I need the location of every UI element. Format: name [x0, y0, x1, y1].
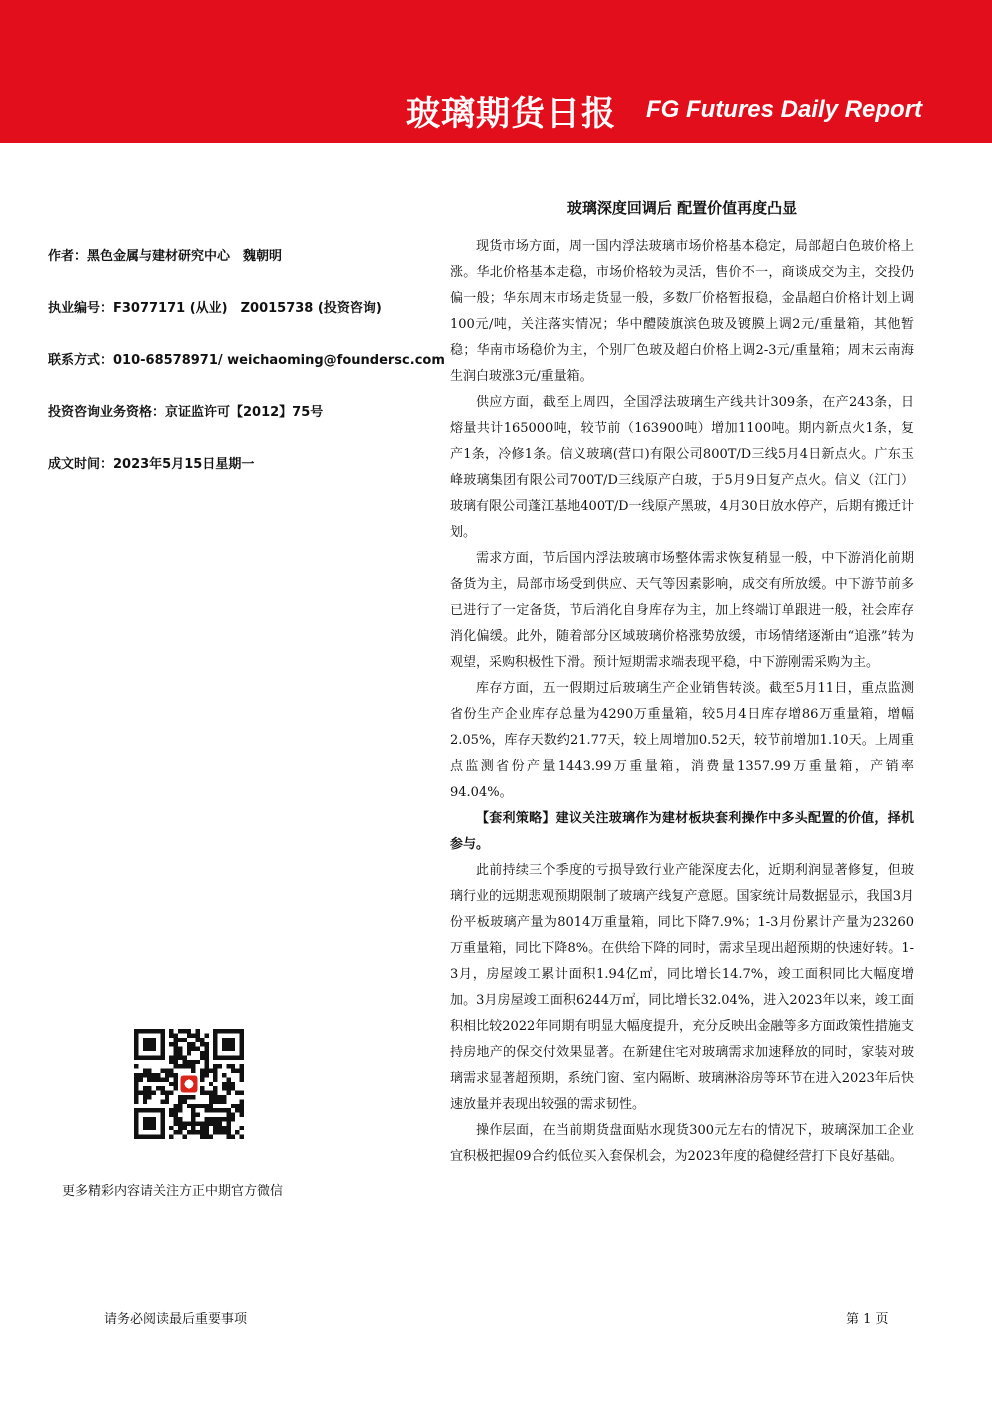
- paragraph-spot-market: 现货市场方面，周一国内浮法玻璃市场价格基本稳定，局部超白色玻价格上涨。华北价格基本走稳，市场价格较为灵活，售价不一，商谈成交为主，交投仍偏一般；华东周末市场走货显一般，多数厂价格暂报稳，金晶超白价格计划上调100元/吨，关注落实情况；华中醴陵旗滨色玻及镀膜上调2元/重量箱，其他暂稳；华南市场稳价为主，个别厂色玻及超白价格上调2-3元/重量箱；周末云南海生润白玻涨3元/重量箱。: [450, 239, 914, 384]
- qr-code-icon: [134, 1029, 244, 1139]
- paragraph-arbitrage-strategy: 【套利策略】建议关注玻璃作为建材板块套利操作中多头配置的价值，择机参与。: [450, 811, 914, 852]
- license-line: 执业编号：F3077171 (从业) Z0015738 (投资咨询): [48, 301, 382, 316]
- page-number: 第 1 页: [846, 1312, 889, 1327]
- report-title-en: FG Futures Daily Report: [646, 96, 923, 123]
- article-title: 玻璃深度回调后 配置价值再度凸显: [566, 199, 798, 217]
- paragraph-analysis: 此前持续三个季度的亏损导致行业产能深度去化，近期利润显著修复，但玻璃行业的远期悲观预期限制了玻璃产线复产意愿。国家统计局数据显示，我国3月份平板玻璃产量为8014万重量箱，同比下降7.9%；1-3月份累计产量为23260万重量箱，同比下降8%。在供给下降的同时，需求呈现出超预期的快速好转。1-3月，房屋竣工累计面积1.94亿㎡，同比增长14.7%，竣工面积同比大幅度增加。3月房屋竣工面积6244万㎡，同比增长32.04%，进入2023年以来，竣工面积相比较2022年同期有明显大幅度提升，充分反映出金融等多方面政策性措施支持房地产的保交付效果显著。在新建住宅对玻璃需求加速释放的同时，家装对玻璃需求显著超预期，系统门窗、室内隔断、玻璃淋浴房等环节在进入2023年后快速放量并表现出较强的需求韧性。: [450, 863, 914, 1112]
- header-banner: [0, 0, 992, 143]
- paragraph-inventory: 库存方面，五一假期过后玻璃生产企业销售转淡。截至5月11日，重点监测省份生产企业库存总量为4290万重量箱，较5月4日库存增86万重量箱，增幅2.05%，库存天数约21.77天，较上周增加0.52天，较节前增加1.10天。上周重点监测省份产量1443.99万重量箱，消费量1357.99万重量箱，产销率94.04%。: [450, 681, 914, 800]
- paragraph-operation: 操作层面，在当前期货盘面贴水现货300元左右的情况下，玻璃深加工企业宜积极把握09合约低位买入套保机会，为2023年度的稳健经营打下良好基础。: [450, 1123, 914, 1164]
- footer-disclaimer: 请务必阅读最后重要事项: [104, 1312, 248, 1327]
- paragraph-demand: 需求方面，节后国内浮法玻璃市场整体需求恢复稍显一般，中下游消化前期备货为主，局部市场受到供应、天气等因素影响，成交有所放缓。中下游节前多已进行了一定备货，节后消化自身库存为主，加上终端订单跟进一般，社会库存消化偏缓。此外，随着部分区域玻璃价格涨势放缓，市场情绪逐渐由“追涨”转为观望，采购积极性下滑。预计短期需求端表现平稳，中下游刚需采购为主。: [450, 551, 914, 670]
- author-line: 作者：黑色金属与建材研究中心 魏朝明: [48, 249, 283, 264]
- contact-line: 联系方式：010-68578971/ weichaoming@foundersc.com: [48, 353, 445, 368]
- qualification-line: 投资咨询业务资格：京证监许可【2012】75号: [48, 405, 324, 420]
- report-title-cn: 玻璃期货日报: [406, 94, 616, 134]
- qr-caption: 更多精彩内容请关注方正中期官方微信: [62, 1184, 284, 1199]
- paragraph-supply: 供应方面，截至上周四，全国浮法玻璃生产线共计309条，在产243条，日熔量共计165000吨，较节前（163900吨）增加1100吨。期内新点火1条，复产1条，冷修1条。信义玻璃(营口)有限公司800T/D三线5月4日新点火。广东玉峰玻璃集团有限公司700T/D三线原产白玻，于5月9日复产点火。信义（江门）玻璃有限公司蓬江基地400T/D一线原产黑玻，4月30日放水停产，后期有搬迁计划。: [450, 395, 914, 540]
- article-body: [450, 234, 914, 1170]
- date-line: 成文时间：2023年5月15日星期一: [48, 457, 255, 472]
